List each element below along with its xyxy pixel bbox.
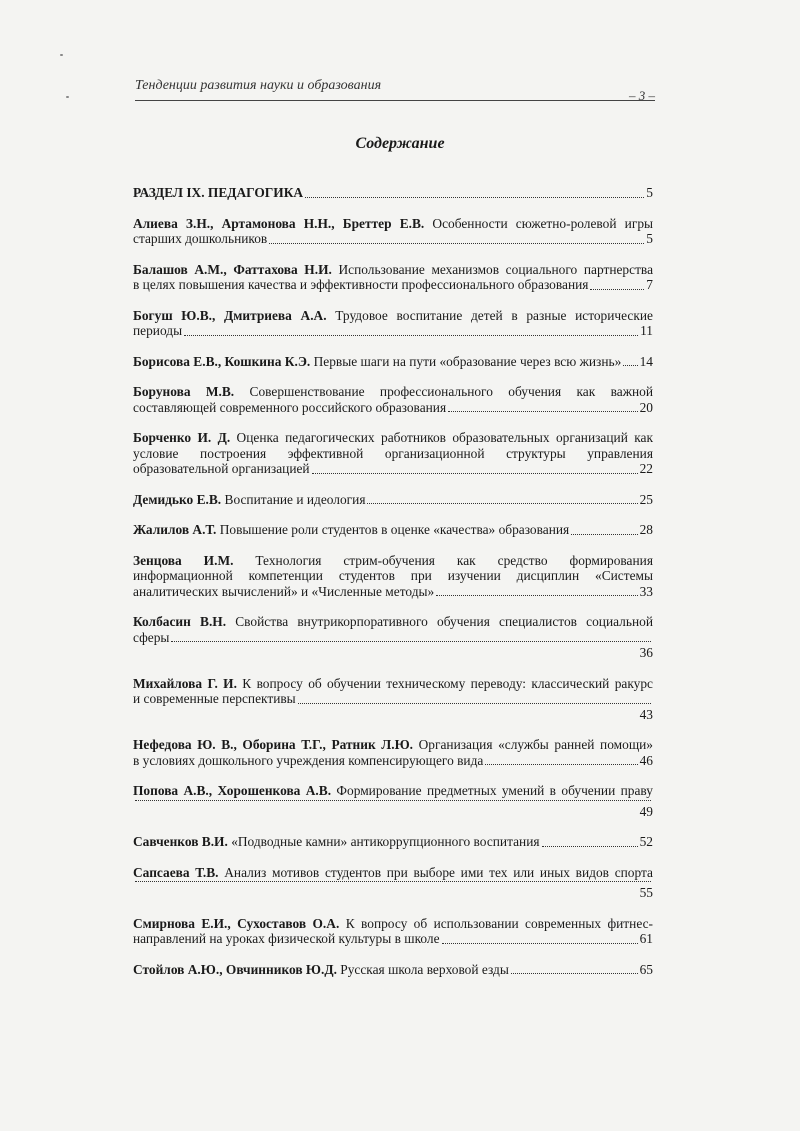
toc-entry xyxy=(133,783,653,819)
page-number: 28 xyxy=(639,522,653,537)
dot-leader xyxy=(367,502,637,504)
toc-entry xyxy=(133,384,653,415)
dot-leader xyxy=(448,410,637,412)
toc-entry xyxy=(133,185,653,201)
entry-authors: Сапсаева Т.В. xyxy=(133,864,219,880)
toc-line xyxy=(133,783,653,799)
entry-title xyxy=(133,492,365,508)
toc-line xyxy=(133,323,653,339)
toc-line xyxy=(133,834,653,850)
entry-topic-cont: образовательной организацией xyxy=(133,461,310,476)
page-number: 55 xyxy=(639,885,653,900)
toc-line xyxy=(133,737,653,753)
entry-authors: Михайлова Г. И. xyxy=(133,675,237,691)
scan-speck xyxy=(66,96,69,98)
toc-entry xyxy=(133,492,653,508)
entry-authors: Колбасин В.Н. xyxy=(133,614,227,629)
toc-line xyxy=(133,461,653,477)
dot-leader xyxy=(436,594,637,596)
running-header xyxy=(135,78,655,101)
toc-line: условие построения эффективной организационной структуры управления xyxy=(133,445,653,461)
entry-topic-cont: составляющей современного российского образования xyxy=(133,399,447,415)
toc-entry xyxy=(133,865,653,901)
toc-line xyxy=(133,962,653,978)
toc-entry xyxy=(133,262,653,293)
page-number: 49 xyxy=(639,803,653,819)
entry-authors: Демидько Е.В. xyxy=(133,491,222,507)
toc-line xyxy=(133,277,653,293)
page-number: 52 xyxy=(639,834,653,849)
toc-line xyxy=(133,691,653,707)
page-number: 22 xyxy=(639,461,653,476)
toc-line xyxy=(133,707,653,723)
toc-line xyxy=(133,231,653,247)
page-number: 36 xyxy=(639,645,653,660)
scan-speck xyxy=(60,54,63,56)
toc-line xyxy=(133,630,653,646)
toc-line xyxy=(133,916,653,932)
dot-leader xyxy=(623,364,637,366)
entry-authors: Алиева З.Н., Артамонова Н.Н., Бреттер Е.В. xyxy=(133,215,425,231)
toc-title: Содержание xyxy=(355,135,445,152)
entry-topic: К вопросу об обучении техническому переводу: классический ракурс xyxy=(242,675,653,691)
page-number: 65 xyxy=(639,961,653,977)
page-number: 61 xyxy=(639,931,653,946)
toc-line xyxy=(133,553,653,569)
page-number: 7 xyxy=(646,277,653,292)
toc-line xyxy=(133,384,653,400)
entry-topic: Использование механизмов социального партнерства xyxy=(338,261,654,277)
entry-topic-cont: в условиях дошкольного учреждения компенсирующего вида xyxy=(133,752,484,768)
entry-title xyxy=(133,522,569,538)
entry-topic-cont: периоды xyxy=(133,323,183,338)
toc-entry xyxy=(133,676,653,723)
toc-line xyxy=(133,262,653,278)
entry-authors: Борисова Е.В., Кошкина К.Э. xyxy=(133,353,311,369)
dot-leader xyxy=(171,640,651,642)
entry-authors: Борунова М.В. xyxy=(133,384,235,399)
entry-authors: Нефедова Ю. В., Оборина Т.Г., Ратник Л.Ю. xyxy=(133,737,414,752)
header-title: Тенденции развития науки и образования xyxy=(135,78,382,93)
dot-leader xyxy=(312,472,638,474)
toc-entry xyxy=(133,834,653,850)
page-number: 14 xyxy=(639,353,653,369)
toc-line xyxy=(133,885,653,901)
dot-leader xyxy=(305,196,644,198)
entry-topic: «Подводные камни» антикоррупционного воспитания xyxy=(231,834,540,849)
entry-topic-cont: аналитических вычислений» и «Численные методы» xyxy=(133,583,435,599)
dot-leader xyxy=(269,242,644,244)
page-number: 5 xyxy=(646,231,653,246)
entry-authors: Зенцова И.М. xyxy=(133,552,234,568)
dot-leader xyxy=(542,845,638,847)
toc-line xyxy=(133,400,653,416)
dot-leader xyxy=(184,334,638,336)
entry-topic-cont: и современные перспективы xyxy=(133,691,296,706)
toc-entry xyxy=(133,308,653,339)
entry-topic: Технология стрим-обучения как средство формирования xyxy=(255,552,653,568)
toc-entry xyxy=(133,962,653,978)
toc-line xyxy=(133,645,653,661)
toc-line xyxy=(133,185,653,201)
entry-authors: Савченков В.И. xyxy=(133,834,228,849)
toc-entry xyxy=(133,614,653,661)
toc-line xyxy=(133,584,653,600)
page-number: 43 xyxy=(639,706,653,722)
toc-line xyxy=(133,804,653,820)
entry-authors: Смирнова Е.И., Сухоставов О.А. xyxy=(133,915,340,931)
dot-leader xyxy=(590,288,644,290)
toc-line xyxy=(133,354,653,370)
entry-topic: К вопросу об использовании современных фитнес- xyxy=(345,915,653,931)
entry-title xyxy=(133,354,621,370)
entry-topic: Анализ мотивов студентов при выборе ими тех или иных видов спорта xyxy=(224,864,653,880)
section-heading: РАЗДЕЛ IX. ПЕДАГОГИКА xyxy=(133,185,304,200)
entry-authors: Борченко И. Д. xyxy=(133,430,231,445)
entry-topic: Формирование предметных умений в обучении праву xyxy=(336,783,653,798)
dot-leader xyxy=(442,942,638,944)
toc-line xyxy=(133,865,653,881)
toc-entry xyxy=(133,553,653,600)
entry-topic-cont: в целях повышения качества и эффективности профессионального образования xyxy=(133,277,589,292)
page-number: 5 xyxy=(646,185,653,200)
entry-topic: Особенности сюжетно-ролевой игры xyxy=(432,215,654,231)
page-number: 46 xyxy=(639,752,653,768)
toc-line xyxy=(133,676,653,692)
page-number: 20 xyxy=(639,399,653,415)
entry-title xyxy=(133,962,509,978)
dot-leader xyxy=(485,763,637,765)
entry-authors: Богуш Ю.В., Дмитриева А.А. xyxy=(133,307,327,323)
toc-line xyxy=(133,753,653,769)
toc-entry xyxy=(133,916,653,947)
entry-topic: Оценка педагогических работников образовательных организаций как xyxy=(236,430,653,445)
dot-leader xyxy=(135,880,651,882)
toc-line xyxy=(133,216,653,232)
entry-topic: Совершенствование профессионального обучения как важной xyxy=(249,384,653,399)
page-number: 11 xyxy=(640,323,653,338)
toc-line xyxy=(133,430,653,446)
dot-leader xyxy=(511,972,638,974)
entry-topic-cont: сферы xyxy=(133,629,170,645)
toc-entry xyxy=(133,430,653,477)
table-of-contents xyxy=(133,185,653,992)
entry-topic: Организация «службы ранней помощи» xyxy=(418,737,653,752)
entry-topic: Повышение роли студентов в оценке «качества» образования xyxy=(219,522,570,537)
toc-line xyxy=(133,308,653,324)
page-number: 33 xyxy=(639,583,653,599)
toc-line xyxy=(133,614,653,630)
toc-line: информационной компетенции студентов при изучении дисциплин «Системы xyxy=(133,568,653,583)
entry-title xyxy=(133,834,540,850)
dot-leader xyxy=(571,533,637,535)
entry-authors: Стойлов А.Ю., Овчинников Ю.Д. xyxy=(133,961,337,977)
entry-topic: Первые шаги на пути «образование через всю жизнь» xyxy=(313,353,622,369)
entry-topic-cont: старших дошкольников xyxy=(133,231,268,246)
dot-leader xyxy=(135,799,651,801)
entry-topic: Русская школа верховой езды xyxy=(340,961,509,977)
toc-line xyxy=(133,492,653,508)
page-number: 25 xyxy=(639,491,653,507)
entry-topic: Воспитание и идеология xyxy=(224,491,366,507)
toc-entry xyxy=(133,216,653,247)
header-page-number: – 3 – xyxy=(629,88,655,103)
toc-entry xyxy=(133,737,653,768)
toc-entry xyxy=(133,522,653,538)
entry-topic: Свойства внутрикорпоративного обучения специалистов социальной xyxy=(235,614,653,629)
toc-line xyxy=(133,931,653,947)
entry-topic: Трудовое воспитание детей в разные исторические xyxy=(335,307,653,323)
entry-topic-cont: направлений на уроках физической культуры в школе xyxy=(133,931,440,946)
toc-line xyxy=(133,522,653,538)
entry-authors: Жалилов А.Т. xyxy=(133,522,217,537)
toc-entry xyxy=(133,354,653,370)
entry-authors: Попова А.В., Хорошенкова А.В. xyxy=(133,783,332,798)
dot-leader xyxy=(298,702,651,704)
entry-authors: Балашов А.М., Фаттахова Н.И. xyxy=(133,261,332,277)
